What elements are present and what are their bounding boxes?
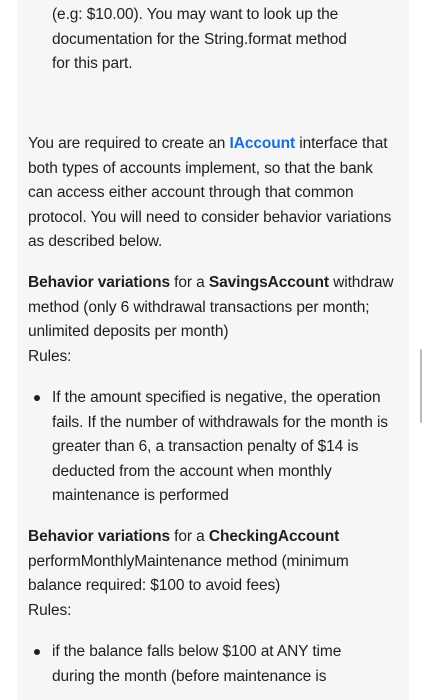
bullet-dot-icon [34, 395, 40, 401]
rules-label: Rules: [28, 601, 72, 619]
heading-mid: for a [169, 274, 209, 291]
checking-section [28, 525, 400, 623]
savings-section [28, 271, 400, 369]
bullet-text: If the amount specified is negative, the operation fails. If the number of withdrawals for the month is greater than 6, a transaction penalty of $14 is deducted from the account when monthly maintenance is performed [52, 389, 388, 505]
paragraph-text: interface that both types of accounts implement, so that the bank can access either account through that common protocol. You will need to consider behavior variations as described below. [28, 135, 392, 251]
list-item [52, 386, 402, 509]
scrollbar-thumb[interactable] [420, 349, 422, 423]
iaccount-paragraph [28, 132, 400, 255]
continuation-line: documentation for the String.format method [52, 30, 347, 48]
checking-description: performMonthlyMaintenance method (minimum balance required: $100 to avoid fees) [28, 552, 349, 595]
rules-label: Rules: [28, 347, 72, 365]
paragraph-text: You are required to create an [28, 135, 230, 152]
continuation-line: for this part. [52, 55, 133, 73]
list-item [52, 640, 402, 689]
heading-bold: Behavior variations [28, 528, 170, 545]
continuation-line: (e.g: $10.00). You may want to look up the [52, 6, 339, 23]
checking-class-name: CheckingAccount [208, 528, 340, 545]
savings-heading [28, 271, 400, 345]
bullet-dot-icon [34, 649, 40, 655]
iaccount-keyword: IAccount [229, 135, 296, 152]
savings-description: withdraw method (only 6 withdrawal transactions per month; unlimited deposits per month) [28, 274, 394, 341]
savings-class-name: SavingsAccount [208, 274, 329, 291]
bullet-line: during the month (before maintenance is [52, 667, 327, 685]
checking-heading [28, 525, 400, 599]
heading-bold: Behavior variations [28, 274, 170, 291]
bullet-line: if the balance falls below $100 at ANY time [52, 643, 342, 660]
bullet-continuation [52, 3, 402, 77]
heading-mid: for a [169, 528, 209, 545]
